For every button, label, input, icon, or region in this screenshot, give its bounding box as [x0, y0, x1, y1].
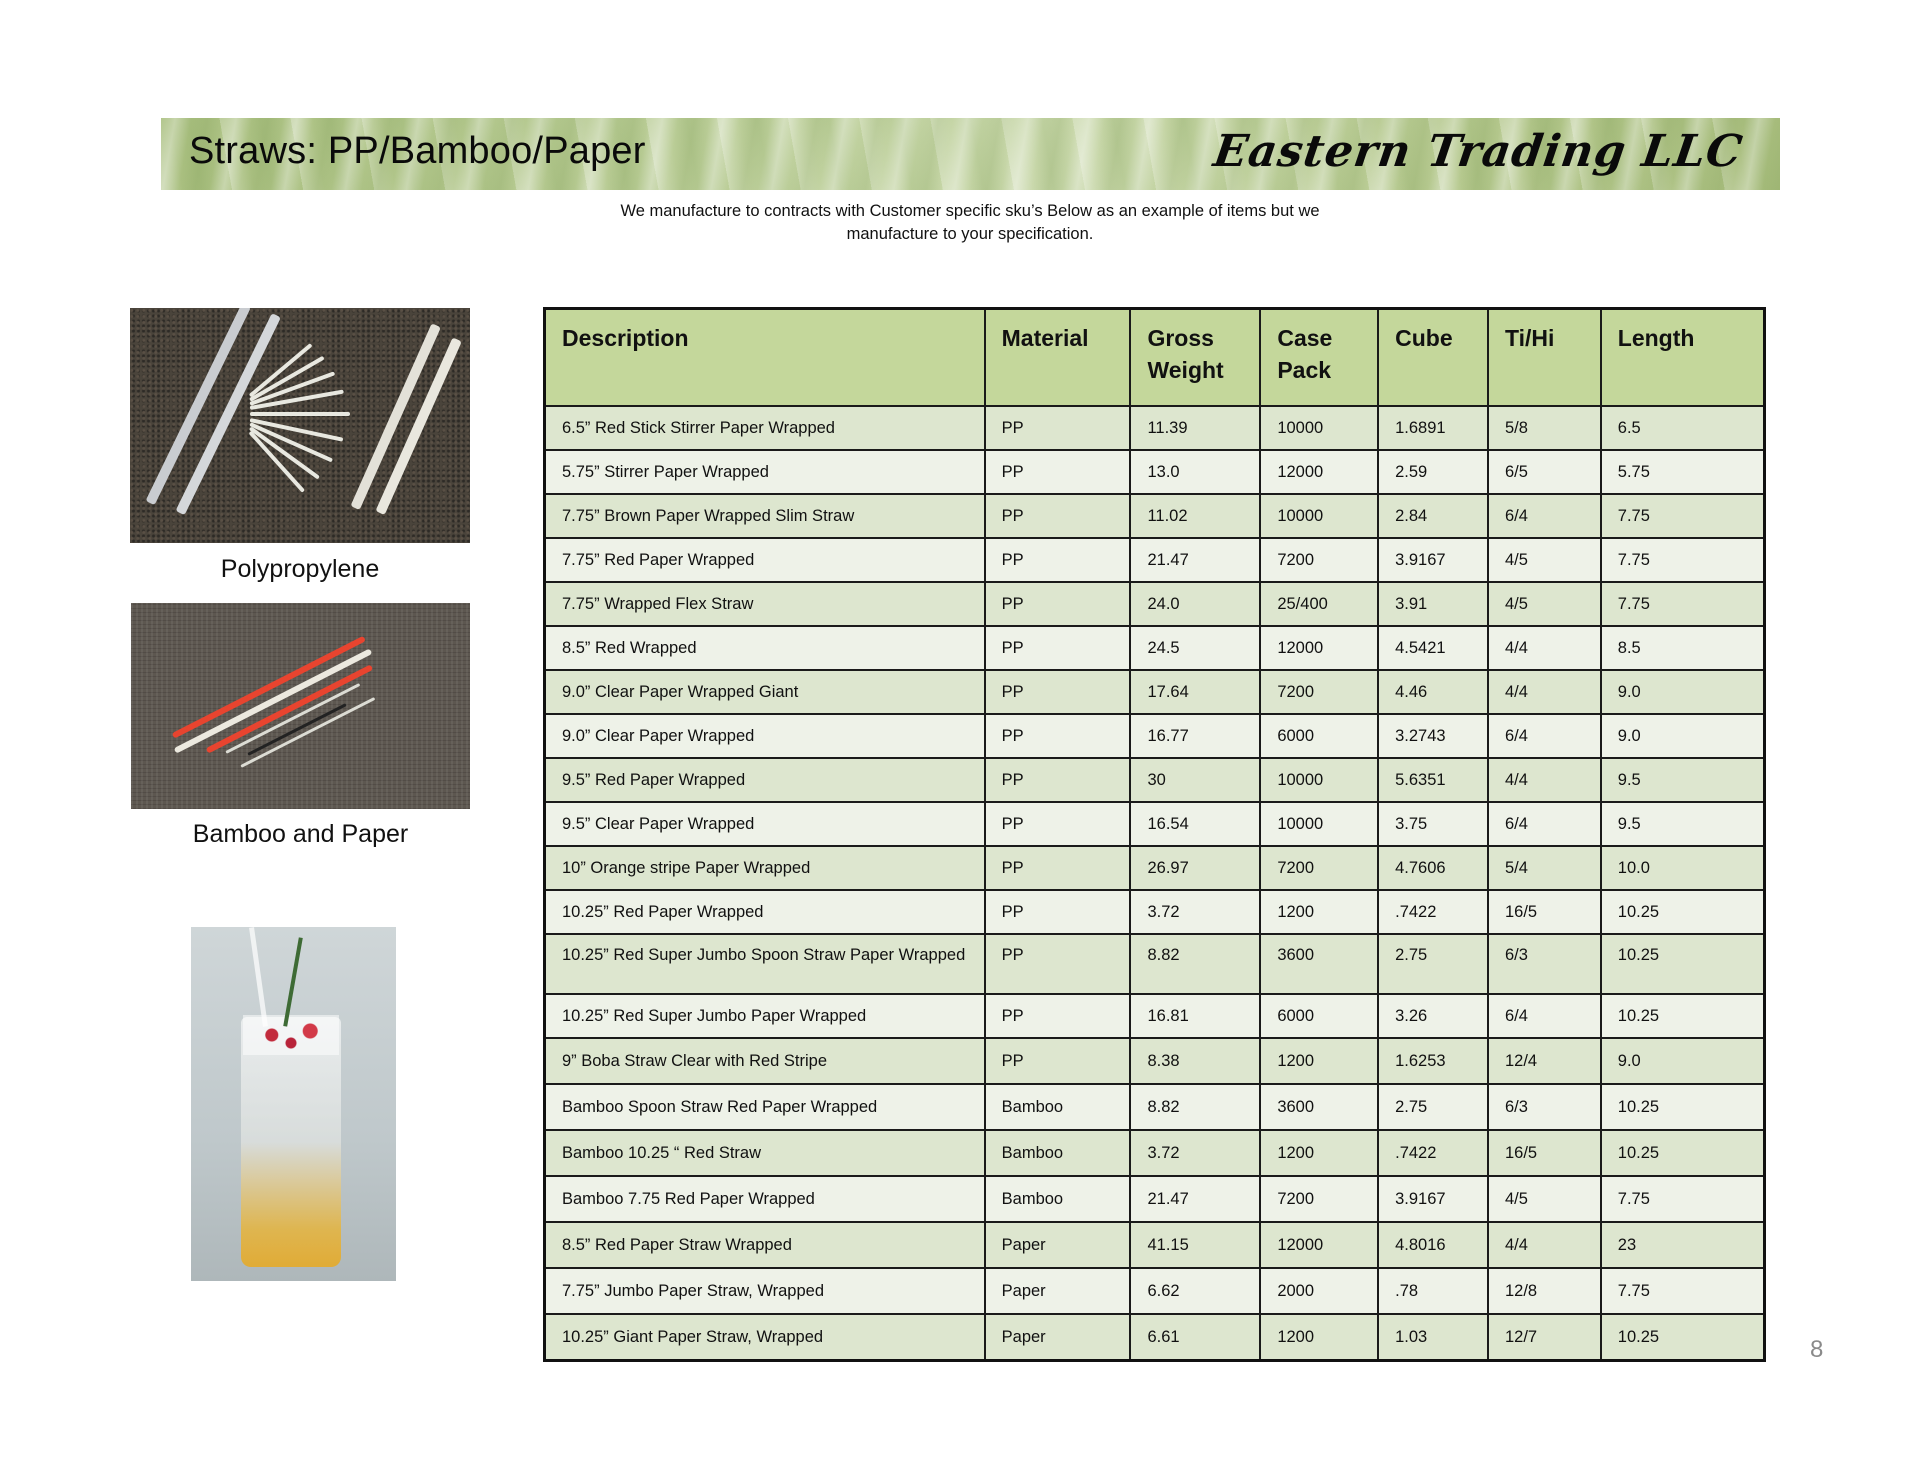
cell-gross-weight: 8.82 [1130, 934, 1260, 994]
cell-material: PP [985, 714, 1131, 758]
cell-cube: 1.03 [1378, 1314, 1488, 1361]
cell-ti-hi: 4/5 [1488, 582, 1601, 626]
cell-ti-hi: 12/8 [1488, 1268, 1601, 1314]
table-row [545, 670, 1765, 714]
cell-cube: .78 [1378, 1268, 1488, 1314]
cell-description: Bamboo Spoon Straw Red Paper Wrapped [545, 1084, 985, 1130]
cell-material: PP [985, 890, 1131, 934]
table-row [545, 994, 1765, 1038]
cell-length: 7.75 [1601, 1176, 1765, 1222]
cell-case-pack: 10000 [1260, 494, 1378, 538]
photo-caption-polypropylene: Polypropylene [220, 555, 380, 583]
cell-material: PP [985, 758, 1131, 802]
cell-length: 10.25 [1601, 1130, 1765, 1176]
cell-material: Bamboo [985, 1130, 1131, 1176]
cell-material: PP [985, 802, 1131, 846]
cell-description: 7.75” Jumbo Paper Straw, Wrapped [545, 1268, 985, 1314]
cell-ti-hi: 5/8 [1488, 406, 1601, 450]
cell-ti-hi: 6/4 [1488, 714, 1601, 758]
cell-case-pack: 6000 [1260, 714, 1378, 758]
table-row [545, 802, 1765, 846]
cell-cube: 3.26 [1378, 994, 1488, 1038]
cell-material: PP [985, 670, 1131, 714]
header-banner [161, 118, 1780, 190]
cell-case-pack: 12000 [1260, 450, 1378, 494]
cell-case-pack: 1200 [1260, 1130, 1378, 1176]
cell-length: 9.0 [1601, 1038, 1765, 1084]
cell-ti-hi: 4/4 [1488, 626, 1601, 670]
cell-length: 9.0 [1601, 714, 1765, 758]
cell-gross-weight: 16.54 [1130, 802, 1260, 846]
cell-length: 5.75 [1601, 450, 1765, 494]
cell-description: 5.75” Stirrer Paper Wrapped [545, 450, 985, 494]
cell-case-pack: 3600 [1260, 934, 1378, 994]
cell-case-pack: 1200 [1260, 890, 1378, 934]
table-row [545, 846, 1765, 890]
cell-case-pack: 6000 [1260, 994, 1378, 1038]
cell-cube: 4.8016 [1378, 1222, 1488, 1268]
cell-case-pack: 1200 [1260, 1038, 1378, 1084]
cell-gross-weight: 11.39 [1130, 406, 1260, 450]
cocktail-photo [191, 927, 396, 1281]
cell-gross-weight: 21.47 [1130, 538, 1260, 582]
cell-gross-weight: 3.72 [1130, 890, 1260, 934]
cell-description: Bamboo 10.25 “ Red Straw [545, 1130, 985, 1176]
page-title: Straws: PP/Bamboo/Paper [189, 130, 646, 172]
polypropylene-photo [130, 308, 470, 543]
cell-description: 9” Boba Straw Clear with Red Stripe [545, 1038, 985, 1084]
cell-description: 6.5” Red Stick Stirrer Paper Wrapped [545, 406, 985, 450]
cell-cube: 2.84 [1378, 494, 1488, 538]
cell-length: 10.25 [1601, 934, 1765, 994]
cell-length: 8.5 [1601, 626, 1765, 670]
cell-cube: 4.5421 [1378, 626, 1488, 670]
cell-ti-hi: 12/7 [1488, 1314, 1601, 1361]
cell-description: 10.25” Red Super Jumbo Paper Wrapped [545, 994, 985, 1038]
cell-ti-hi: 6/4 [1488, 994, 1601, 1038]
cell-ti-hi: 5/4 [1488, 846, 1601, 890]
cell-description: 8.5” Red Paper Straw Wrapped [545, 1222, 985, 1268]
table-row [545, 626, 1765, 670]
table-row [545, 538, 1765, 582]
cell-gross-weight: 13.0 [1130, 450, 1260, 494]
cell-length: 9.5 [1601, 802, 1765, 846]
cell-gross-weight: 30 [1130, 758, 1260, 802]
cell-description: 9.5” Clear Paper Wrapped [545, 802, 985, 846]
cell-description: 7.75” Wrapped Flex Straw [545, 582, 985, 626]
cell-length: 7.75 [1601, 582, 1765, 626]
cell-material: PP [985, 934, 1131, 994]
cell-gross-weight: 16.81 [1130, 994, 1260, 1038]
table-row [545, 1084, 1765, 1130]
cell-material: Paper [985, 1268, 1131, 1314]
photo-caption-bamboo-paper: Bamboo and Paper [192, 820, 409, 848]
cell-description: 9.0” Clear Paper Wrapped [545, 714, 985, 758]
cell-description: 10.25” Giant Paper Straw, Wrapped [545, 1314, 985, 1361]
cell-material: Bamboo [985, 1084, 1131, 1130]
cell-case-pack: 7200 [1260, 846, 1378, 890]
cell-ti-hi: 4/5 [1488, 1176, 1601, 1222]
table-row [545, 494, 1765, 538]
table-row [545, 1222, 1765, 1268]
cell-case-pack: 10000 [1260, 406, 1378, 450]
table-row [545, 582, 1765, 626]
cell-ti-hi: 16/5 [1488, 1130, 1601, 1176]
cell-ti-hi: 16/5 [1488, 890, 1601, 934]
cell-cube: 2.75 [1378, 1084, 1488, 1130]
bamboo-paper-photo [131, 603, 470, 809]
cell-cube: 3.9167 [1378, 1176, 1488, 1222]
col-header-description: Description [545, 309, 985, 407]
intro-line-2: manufacture to your specification. [846, 225, 1094, 243]
cell-material: PP [985, 582, 1131, 626]
cell-ti-hi: 4/4 [1488, 758, 1601, 802]
intro-line-1: We manufacture to contracts with Customer specific sku’s Below as an example of items but we [620, 202, 1320, 220]
cell-length: 7.75 [1601, 494, 1765, 538]
col-header-ti-hi: Ti/Hi [1488, 309, 1601, 407]
col-header-length: Length [1601, 309, 1765, 407]
table-row [545, 1176, 1765, 1222]
col-header-cube: Cube [1378, 309, 1488, 407]
cell-length: 9.0 [1601, 670, 1765, 714]
cell-length: 10.0 [1601, 846, 1765, 890]
table-row [545, 406, 1765, 450]
table-header-row [545, 309, 1765, 407]
cell-material: PP [985, 494, 1131, 538]
cell-ti-hi: 6/4 [1488, 802, 1601, 846]
cell-gross-weight: 24.5 [1130, 626, 1260, 670]
col-header-case-pack: Case Pack [1260, 309, 1378, 407]
cell-cube: 5.6351 [1378, 758, 1488, 802]
cell-gross-weight: 21.47 [1130, 1176, 1260, 1222]
cell-case-pack: 7200 [1260, 670, 1378, 714]
cell-material: PP [985, 846, 1131, 890]
cell-gross-weight: 17.64 [1130, 670, 1260, 714]
cell-material: PP [985, 406, 1131, 450]
cell-cube: 3.9167 [1378, 538, 1488, 582]
cell-cube: 3.91 [1378, 582, 1488, 626]
cell-ti-hi: 4/5 [1488, 538, 1601, 582]
cell-material: Paper [985, 1222, 1131, 1268]
cell-ti-hi: 6/5 [1488, 450, 1601, 494]
table-row [545, 1268, 1765, 1314]
cell-cube: 4.7606 [1378, 846, 1488, 890]
cell-case-pack: 2000 [1260, 1268, 1378, 1314]
cell-gross-weight: 6.62 [1130, 1268, 1260, 1314]
cell-material: PP [985, 538, 1131, 582]
cell-case-pack: 25/400 [1260, 582, 1378, 626]
intro-text [560, 200, 1380, 246]
cell-length: 9.5 [1601, 758, 1765, 802]
cell-length: 6.5 [1601, 406, 1765, 450]
cell-ti-hi: 6/4 [1488, 494, 1601, 538]
cell-ti-hi: 6/3 [1488, 934, 1601, 994]
cell-case-pack: 3600 [1260, 1084, 1378, 1130]
cell-gross-weight: 3.72 [1130, 1130, 1260, 1176]
cell-case-pack: 1200 [1260, 1314, 1378, 1361]
cell-case-pack: 10000 [1260, 758, 1378, 802]
cell-cube: 2.75 [1378, 934, 1488, 994]
cell-length: 7.75 [1601, 538, 1765, 582]
cell-description: 9.5” Red Paper Wrapped [545, 758, 985, 802]
cell-gross-weight: 6.61 [1130, 1314, 1260, 1361]
cell-description: 8.5” Red Wrapped [545, 626, 985, 670]
cell-case-pack: 10000 [1260, 802, 1378, 846]
cell-length: 10.25 [1601, 1084, 1765, 1130]
cell-material: PP [985, 626, 1131, 670]
cell-case-pack: 7200 [1260, 538, 1378, 582]
cell-length: 23 [1601, 1222, 1765, 1268]
cell-ti-hi: 4/4 [1488, 1222, 1601, 1268]
cell-cube: 1.6891 [1378, 406, 1488, 450]
cell-description: 7.75” Red Paper Wrapped [545, 538, 985, 582]
cell-cube: 2.59 [1378, 450, 1488, 494]
cell-cube: 3.2743 [1378, 714, 1488, 758]
cell-gross-weight: 8.82 [1130, 1084, 1260, 1130]
col-header-gross-weight: Gross Weight [1130, 309, 1260, 407]
cell-cube: 4.46 [1378, 670, 1488, 714]
cell-material: Paper [985, 1314, 1131, 1361]
cell-length: 10.25 [1601, 994, 1765, 1038]
cell-gross-weight: 41.15 [1130, 1222, 1260, 1268]
table-row [545, 714, 1765, 758]
cell-material: Bamboo [985, 1176, 1131, 1222]
cell-ti-hi: 6/3 [1488, 1084, 1601, 1130]
table-row [545, 1038, 1765, 1084]
page-number: 8 [1810, 1336, 1824, 1363]
col-header-material: Material [985, 309, 1131, 407]
cell-ti-hi: 4/4 [1488, 670, 1601, 714]
cell-material: PP [985, 450, 1131, 494]
cell-length: 10.25 [1601, 1314, 1765, 1361]
cell-cube: 1.6253 [1378, 1038, 1488, 1084]
cell-description: 10.25” Red Paper Wrapped [545, 890, 985, 934]
table-row [545, 758, 1765, 802]
cell-gross-weight: 26.97 [1130, 846, 1260, 890]
cell-length: 7.75 [1601, 1268, 1765, 1314]
table-row [545, 1314, 1765, 1361]
straw-spec-table [543, 307, 1766, 1362]
cell-cube: .7422 [1378, 1130, 1488, 1176]
cell-length: 10.25 [1601, 890, 1765, 934]
cell-gross-weight: 24.0 [1130, 582, 1260, 626]
table-row [545, 1130, 1765, 1176]
cell-case-pack: 12000 [1260, 1222, 1378, 1268]
cell-description: 10” Orange stripe Paper Wrapped [545, 846, 985, 890]
cell-case-pack: 7200 [1260, 1176, 1378, 1222]
cell-gross-weight: 16.77 [1130, 714, 1260, 758]
cell-material: PP [985, 1038, 1131, 1084]
cell-description: Bamboo 7.75 Red Paper Wrapped [545, 1176, 985, 1222]
cell-description: 7.75” Brown Paper Wrapped Slim Straw [545, 494, 985, 538]
cell-cube: .7422 [1378, 890, 1488, 934]
cell-material: PP [985, 994, 1131, 1038]
cell-gross-weight: 11.02 [1130, 494, 1260, 538]
table-row [545, 934, 1765, 994]
cell-description: 10.25” Red Super Jumbo Spoon Straw Paper Wrapped [545, 934, 985, 994]
table-row [545, 890, 1765, 934]
brand-logo: Eastern Trading LLC [1210, 126, 1746, 177]
cell-description: 9.0” Clear Paper Wrapped Giant [545, 670, 985, 714]
cell-ti-hi: 12/4 [1488, 1038, 1601, 1084]
cell-case-pack: 12000 [1260, 626, 1378, 670]
table-row [545, 450, 1765, 494]
cell-gross-weight: 8.38 [1130, 1038, 1260, 1084]
cell-cube: 3.75 [1378, 802, 1488, 846]
